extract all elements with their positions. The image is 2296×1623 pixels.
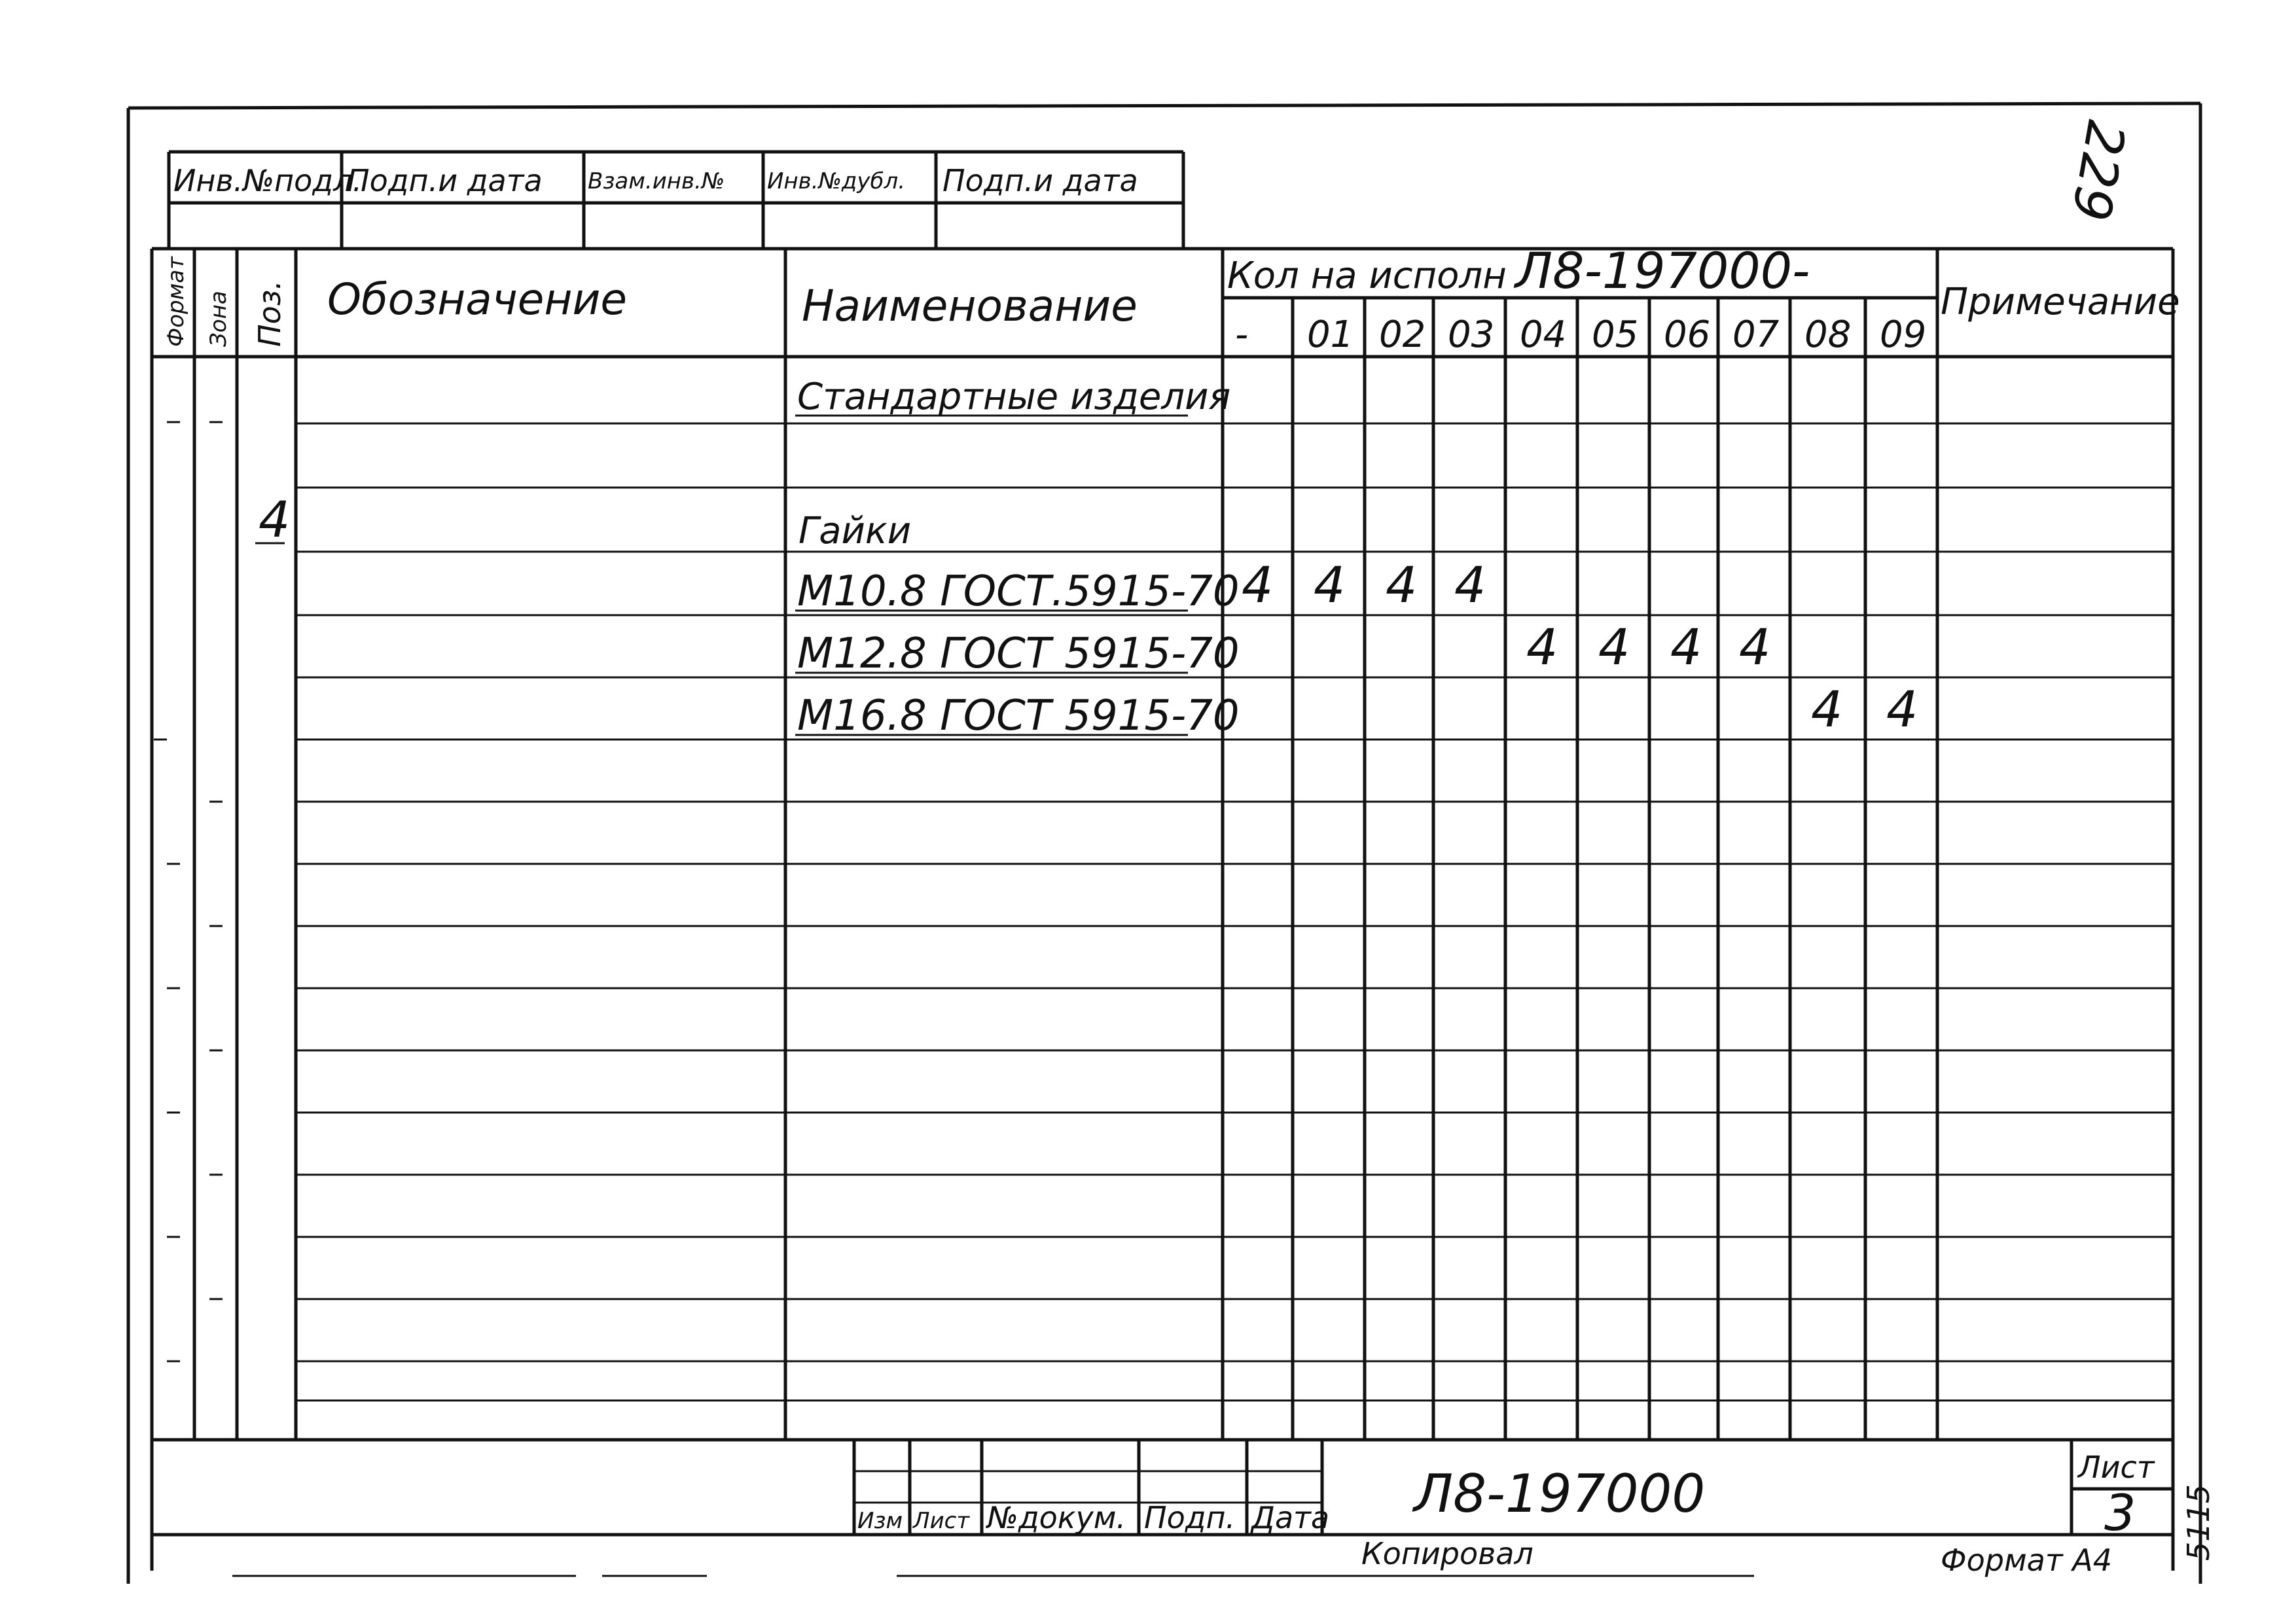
stamp-inv-dubl: Инв.№дубл. xyxy=(767,168,906,194)
item-name: М16.8 ГОСТ 5915-70 xyxy=(797,692,1240,740)
sheet-number: 3 xyxy=(2104,1484,2136,1542)
quantity-cell: 4 xyxy=(1526,618,1558,676)
tb-col-podp: Подп. xyxy=(1144,1500,1236,1535)
header-format: Формат xyxy=(163,257,189,347)
spec-table-body xyxy=(255,376,1918,740)
item-rows xyxy=(795,556,1918,740)
header-designation: Обозначение xyxy=(327,274,627,325)
quantity-cell: 4 xyxy=(1386,556,1418,614)
side-number: 5115 xyxy=(2181,1484,2216,1561)
quantity-cell: 4 xyxy=(1598,618,1630,676)
left-margin-marks xyxy=(154,422,223,1361)
section-title: Стандартные изделия xyxy=(797,376,1231,418)
variant-label: 03 xyxy=(1448,313,1495,356)
stamp-inv-podl: Инв.№подл. xyxy=(173,163,363,198)
item-name: М10.8 ГОСТ.5915-70 xyxy=(797,567,1240,616)
quantity-cell: 4 xyxy=(1739,618,1771,676)
group-title: Гайки xyxy=(798,510,912,552)
sheet-label: Лист xyxy=(2078,1450,2155,1485)
header-position: Поз. xyxy=(252,280,287,347)
header-qty-label: Кол на исполн xyxy=(1227,255,1507,297)
header-zone: Зона xyxy=(206,291,232,347)
quantity-cell: 4 xyxy=(1811,680,1843,738)
header-notes: Примечание xyxy=(1941,281,2180,323)
variant-label: 08 xyxy=(1804,313,1852,356)
header-name: Наименование xyxy=(802,281,1138,331)
tb-col-doc: №докум. xyxy=(987,1500,1126,1535)
tb-col-list: Лист xyxy=(913,1508,970,1534)
tb-col-izm: Изм xyxy=(857,1508,903,1534)
stamp-vzam-inv: Взам.инв.№ xyxy=(588,168,725,194)
stamp-podp-data-2: Подп.и дата xyxy=(942,163,1138,198)
quantity-cell: 4 xyxy=(1454,556,1486,614)
variant-label: - xyxy=(1235,313,1249,356)
variant-label: 05 xyxy=(1592,313,1639,356)
variant-label: 02 xyxy=(1379,313,1426,356)
item-name: М12.8 ГОСТ 5915-70 xyxy=(797,630,1240,678)
variant-label: 07 xyxy=(1732,313,1780,356)
title-block xyxy=(152,1440,2216,1578)
variant-label: 04 xyxy=(1520,313,1567,356)
variant-label: 09 xyxy=(1880,313,1927,356)
corner-mark: 229 xyxy=(2059,116,2138,226)
doc-code: Л8-197000 xyxy=(1414,1463,1706,1524)
stamp-podp-data-1: Подп.и дата xyxy=(347,163,543,198)
quantity-cell: 4 xyxy=(1670,618,1702,676)
quantity-cell: 4 xyxy=(1242,556,1274,614)
spec-table-grid xyxy=(152,249,2173,1440)
variant-labels xyxy=(1235,313,1926,356)
quantity-cell: 4 xyxy=(1886,680,1918,738)
quantity-cell: 4 xyxy=(1314,556,1346,614)
tb-col-data: Дата xyxy=(1251,1500,1330,1535)
format-label: Формат А4 xyxy=(1941,1543,2112,1578)
position-number: 4 xyxy=(259,490,291,548)
variant-label: 01 xyxy=(1307,313,1354,356)
vertical-stamp-table xyxy=(169,152,1183,249)
header-qty-code: Л8-197000- xyxy=(1515,241,1810,300)
variant-label: 06 xyxy=(1664,313,1711,356)
copied-label: Копировал xyxy=(1361,1536,1534,1571)
